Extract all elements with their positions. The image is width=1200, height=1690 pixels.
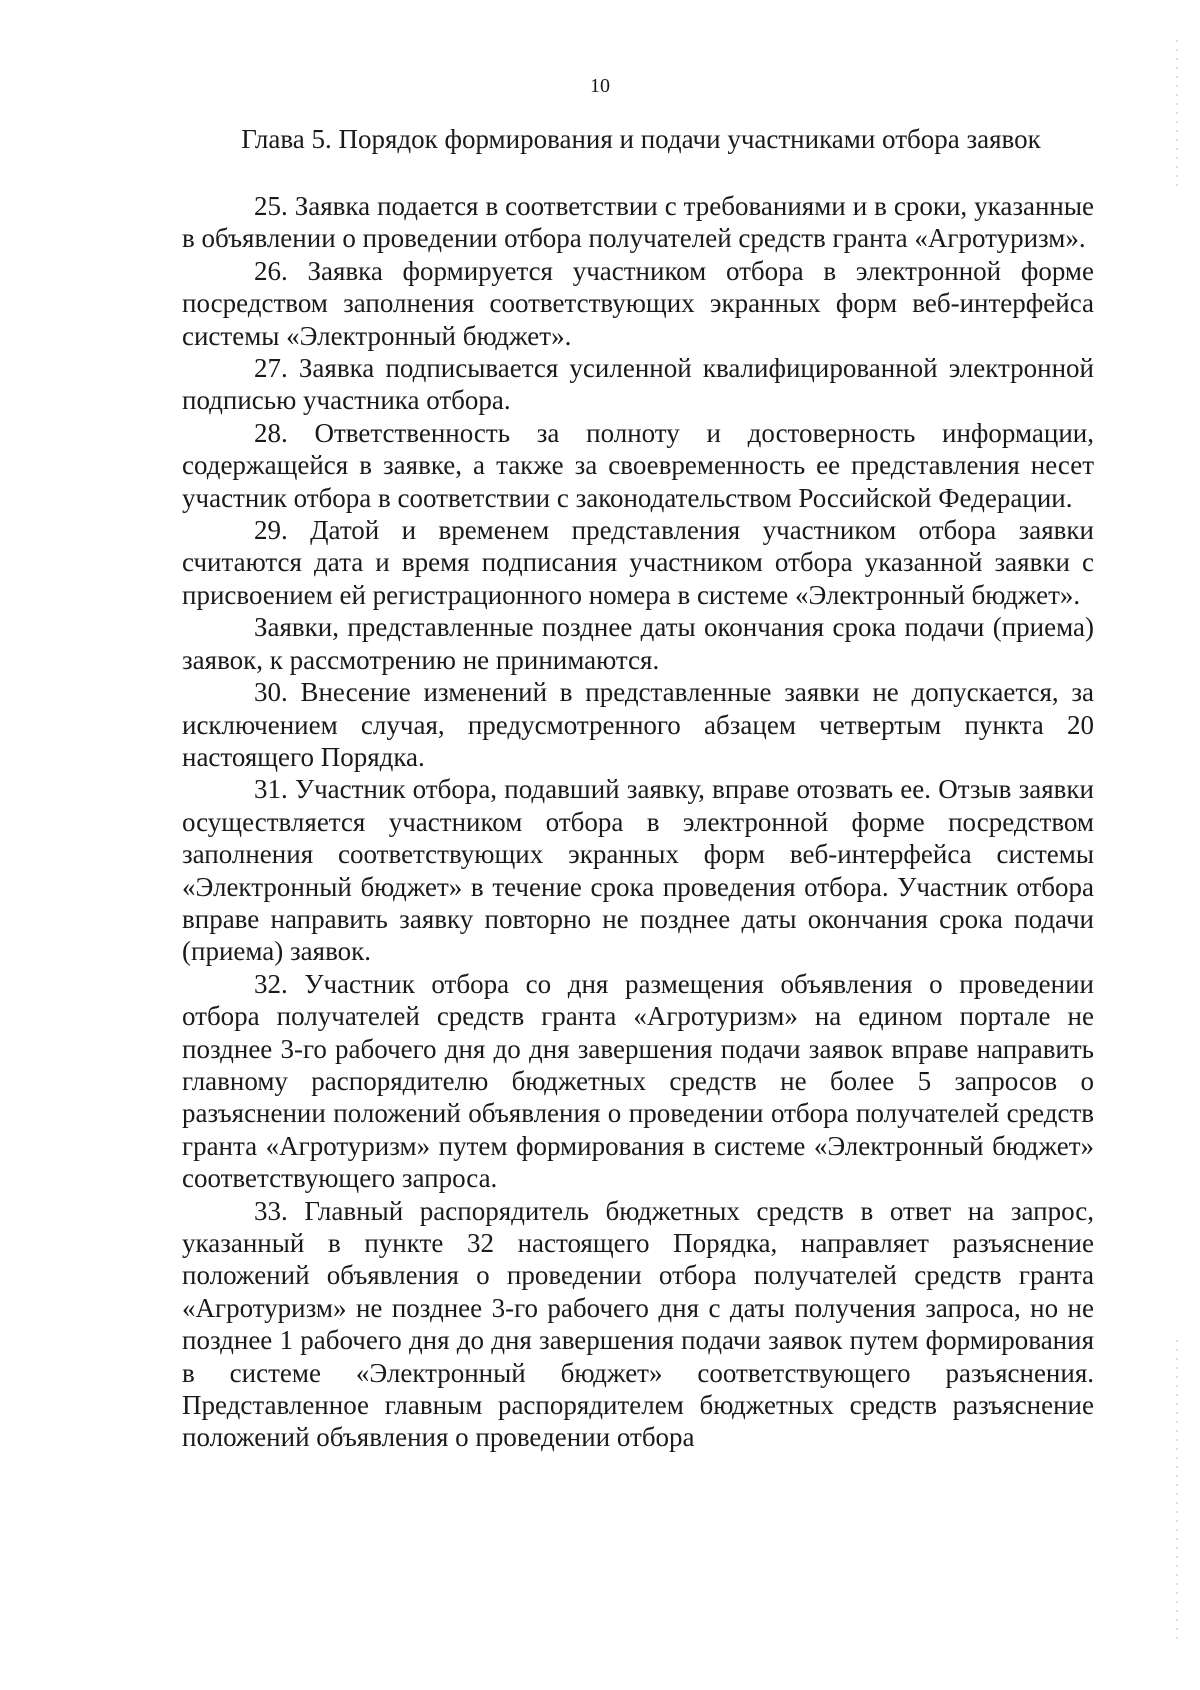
paragraph-32: 32. Участник отбора со дня размещения объявления о проведении отбора получателей средств гранта «Агротуризм» на едином портале не позднее 3-го рабочего дня до дня завершения подачи заявок вправе направить главному распорядителю бюджетных средств не более 5 запросов о разъяснении положений объявления о проведении отбора получателей средств гранта «Агротуризм» путем формирования в системе «Электронный бюджет» соответствующего запроса. (182, 968, 1094, 1194)
paragraph-31: 31. Участник отбора, подавший заявку, вправе отозвать ее. Отзыв заявки осуществляется участником отбора в электронной форме посредством заполнения соответствующих экранных форм веб-интерфейса системы «Электронный бюджет» в течение срока проведения отбора. Участник отбора вправе направить заявку повторно не позднее даты окончания срока подачи (приема) заявок. (182, 774, 1094, 967)
paragraph-29-continued: Заявки, представленные позднее даты окончания срока подачи (приема) заявок, к рассмотрению не принимаются. (182, 612, 1094, 675)
body-text (182, 190, 1094, 1454)
scan-noise-top (1176, 40, 1178, 190)
scan-noise-bottom (1176, 1340, 1178, 1640)
paragraph-26: 26. Заявка формируется участником отбора в электронной форме посредством заполнения соответствующих экранных форм веб-интерфейса системы «Электронный бюджет». (182, 255, 1094, 351)
paragraph-27: 27. Заявка подписывается усиленной квалифицированной электронной подписью участника отбора. (182, 353, 1094, 416)
paragraph-29: 29. Датой и временем представления участником отбора заявки считаются дата и время подписания участником отбора указанной заявки с присвоением ей регистрационного номера в системе «Электронный бюджет». (182, 515, 1094, 610)
paragraph-28: 28. Ответственность за полноту и достоверность информации, содержащейся в заявке, а также за своевременность ее представления несет участник отбора в соответствии с законодательством Российской Федерации. (182, 417, 1094, 513)
page-number: 10 (590, 75, 610, 97)
paragraph-25: 25. Заявка подается в соответствии с требованиями и в сроки, указанные в объявлении о проведении отбора получателей средств гранта «Агротуризм». (182, 191, 1094, 254)
paragraph-30: 30. Внесение изменений в представленные заявки не допускается, за исключением случая, предусмотренного абзацем четвертым пункта 20 настоящего Порядка. (182, 677, 1094, 772)
chapter-title: Глава 5. Порядок формирования и подачи участниками отбора заявок (241, 124, 1041, 154)
paragraph-33: 33. Главный распорядитель бюджетных средств в ответ на запрос, указанный в пункте 32 настоящего Порядка, направляет разъяснение положений объявления о проведении отбора получателей средств гранта «Агротуризм» не позднее 3-го рабочего дня с даты получения запроса, но не позднее 1 рабочего дня до дня завершения подачи заявок путем формирования в системе «Электронный бюджет» соответствующего разъяснения. Представленное главным распорядителем бюджетных средств разъяснение положений объявления о проведении отбора (182, 1195, 1094, 1453)
